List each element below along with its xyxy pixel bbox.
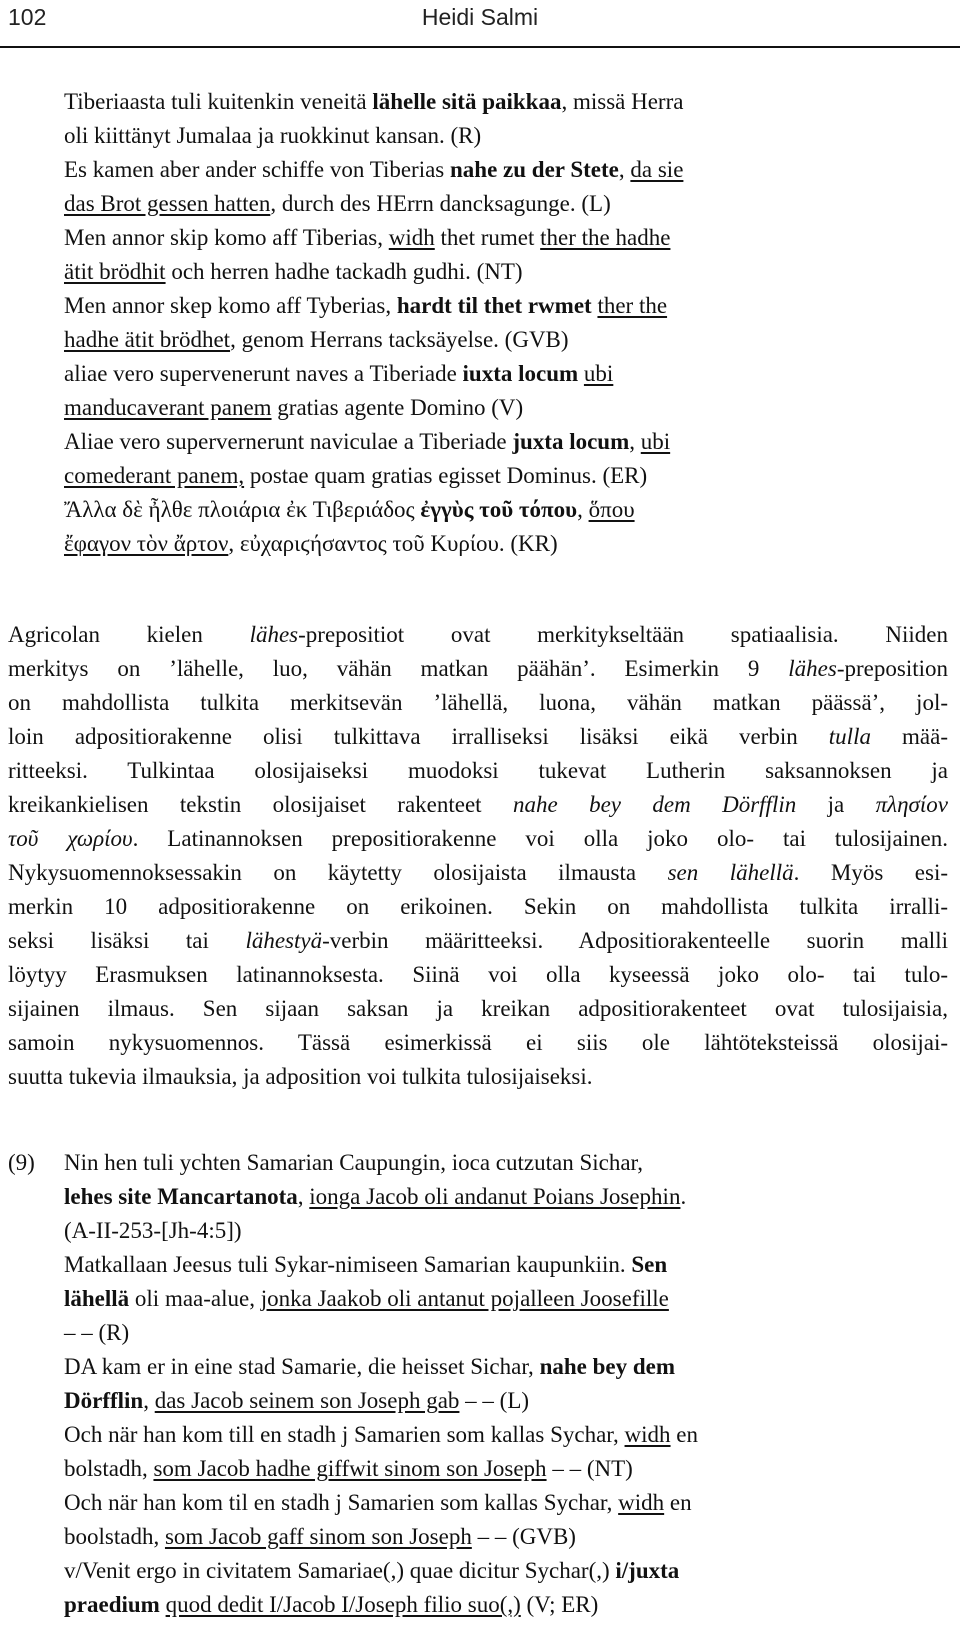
underlined-text: som Jacob gaff sinom son Joseph	[164, 1524, 472, 1549]
italic-text: τοῦ χωρίου	[8, 826, 133, 851]
text-line	[8, 958, 948, 992]
underlined-text: som Jacob hadhe giffwit sinom son Joseph	[153, 1456, 547, 1481]
text-line	[64, 1452, 948, 1486]
text-run: Men annor skip komo aff Tiberias,	[64, 225, 389, 250]
body-paragraph	[8, 618, 948, 1094]
text-line	[64, 153, 944, 187]
text-line	[64, 1554, 948, 1588]
text-line	[64, 323, 944, 357]
text-line	[64, 425, 944, 459]
text-run: ja	[796, 792, 876, 817]
text-run: , genom Herrans tacksäyelse. (GVB)	[230, 327, 569, 352]
text-line	[64, 1418, 948, 1452]
text-run: ,	[143, 1388, 155, 1413]
underlined-text: comederant panem,	[64, 463, 245, 488]
text-run: sijainen ilmaus. Sen sijaan saksan ja kreikan adpositiorakenteet ovat tulosijaisia,	[8, 996, 948, 1021]
text-run: – – (L)	[459, 1388, 530, 1413]
text-line	[64, 1146, 948, 1180]
text-line	[64, 1248, 948, 1282]
text-run: Nin hen tuli ychten Samarian Caupungin, ioca cutzutan Sichar,	[64, 1150, 644, 1175]
text-run: – – (R)	[64, 1320, 130, 1345]
text-line	[64, 1588, 948, 1622]
page-header	[0, 0, 960, 50]
text-run: . Latinannoksen prepositiorakenne voi olla joko olo- tai tulosijainen.	[132, 826, 948, 851]
text-line	[64, 221, 944, 255]
bold-text: lähellä	[64, 1286, 130, 1311]
bold-text: nahe zu der Stete	[450, 157, 619, 182]
bold-text: juxta locum	[512, 429, 630, 454]
bold-text: nahe bey dem	[539, 1354, 676, 1379]
text-run: bolstadh,	[64, 1456, 154, 1481]
text-line	[64, 187, 944, 221]
underlined-text: jonka Jaakob oli antanut pojalleen Joosefille	[260, 1286, 669, 1311]
text-line	[8, 890, 948, 924]
text-run: ,	[618, 157, 631, 182]
text-run: en	[664, 1490, 692, 1515]
bold-text: ἐγγὺς τοῦ τόπου	[420, 497, 578, 522]
text-run: Es kamen aber ander schiffe von Tiberias	[64, 157, 451, 182]
underlined-text: ὅπου	[588, 497, 635, 522]
text-line	[64, 1520, 948, 1554]
text-line	[8, 652, 948, 686]
text-run: samoin nykysuomennos. Tässä esimerkissä ei siis ole lähtöteksteissä olosijai-	[8, 1030, 948, 1055]
underlined-text: ἔφαγον τὸν ἄρτον	[64, 531, 229, 556]
text-line	[8, 1060, 948, 1094]
text-run: (A-II-253-[Jh-4:5])	[64, 1218, 242, 1243]
text-line	[64, 1180, 948, 1214]
text-run: , missä Herra	[561, 89, 684, 114]
text-run: aliae vero supervenerunt naves a Tiberiade	[64, 361, 463, 386]
text-line	[64, 1486, 948, 1520]
text-line	[64, 1282, 948, 1316]
text-run: Nykysuomennoksessakin on käytetty olosijaista ilmausta	[8, 860, 668, 885]
header-rule	[0, 46, 960, 48]
text-run: ritteeksi. Tulkintaa olosijaiseksi muodoksi tukevat Lutherin saksannoksen ja	[8, 758, 948, 783]
text-run: Aliae vero supervernerunt naviculae a Tiberiade	[64, 429, 513, 454]
text-line	[8, 720, 948, 754]
text-run: (V; ER)	[520, 1592, 599, 1617]
text-run: Och när han kom til en stadh j Samarien som kallas Sychar,	[64, 1490, 619, 1515]
text-line	[64, 459, 944, 493]
text-run: Och när han kom till en stadh j Samarien som kallas Sychar,	[64, 1422, 625, 1447]
text-run: v/Venit ergo in civitatem Samariae(,) quae dicitur Sychar(,)	[64, 1558, 616, 1583]
text-run: .	[680, 1184, 687, 1209]
text-run: löytyy Erasmuksen latinannoksesta. Siinä voi olla kyseessä joko olo- tai tulo-	[8, 962, 948, 987]
underlined-text: das Jacob seinem son Joseph gab	[154, 1388, 460, 1413]
underlined-text: manducaverant panem	[64, 395, 272, 420]
text-run: Matkallaan Jeesus tuli Sykar-nimiseen Samarian kaupunkiin.	[64, 1252, 632, 1277]
text-line	[64, 1214, 948, 1248]
bold-text: hardt til thet rwmet	[396, 293, 592, 318]
underlined-text: ubi	[640, 429, 671, 454]
text-run: mää-	[870, 724, 948, 749]
text-run: – – (NT)	[546, 1456, 633, 1481]
text-run: on mahdollista tulkita merkitsevän ’lähellä, luona, vähän matkan päässä’, jol-	[8, 690, 948, 715]
bold-text: Sen	[631, 1252, 668, 1277]
text-line	[64, 119, 944, 153]
text-run: DA kam er in eine stad Samarie, die heisset Sichar,	[64, 1354, 540, 1379]
page-number: 102	[8, 4, 47, 30]
text-run: ,	[297, 1184, 310, 1209]
text-run: suutta tukevia ilmauksia, ja adposition voi tulkita tulosijaiseksi.	[8, 1064, 593, 1089]
underlined-text: ther the	[597, 293, 668, 318]
text-line	[64, 85, 944, 119]
text-line	[8, 754, 948, 788]
italic-text: lähestyä	[245, 928, 323, 953]
text-line	[8, 618, 948, 652]
underlined-text: quod dedit I/Jacob I/Joseph filio suo(,)	[165, 1592, 521, 1617]
text-run: -prepositiot ovat merkitykseltään spatiaalisia. Niiden	[298, 622, 948, 647]
text-run: Ἄλλα δὲ ἦλθε πλοιάρια ἐκ Τιβεριάδος	[64, 497, 421, 522]
text-run: kreikankielisen tekstin olosijaiset rakenteet	[8, 792, 513, 817]
underlined-text: widh	[624, 1422, 671, 1447]
text-run: – – (GVB)	[471, 1524, 576, 1549]
text-run: , εὐχαριϛήσαντος τοῦ Κυρίου. (KR)	[228, 531, 558, 556]
text-line	[64, 255, 944, 289]
text-run: oli kiittänyt Jumalaa ja ruokkinut kansan. (R)	[64, 123, 482, 148]
text-run: thet rumet	[434, 225, 541, 250]
text-run: Agricolan kielen	[8, 622, 250, 647]
text-line	[8, 856, 948, 890]
italic-text: nahe bey dem Dörfflin	[512, 792, 797, 817]
text-line	[64, 1316, 948, 1350]
text-run: loin adpositiorakenne olisi tulkittava irralliseksi lisäksi eikä verbin	[8, 724, 829, 749]
text-run: seksi lisäksi tai	[8, 928, 246, 953]
italic-text: sen lähellä	[667, 860, 794, 885]
text-run: boolstadh,	[64, 1524, 165, 1549]
text-run: Tiberiaasta tuli kuitenkin veneitä	[64, 89, 373, 114]
running-head-author: Heidi Salmi	[421, 4, 539, 30]
quoted-example-block	[64, 85, 944, 561]
text-run: merkin 10 adpositiorakenne on erikoinen. Sekin on mahdollista tulkita irralli-	[8, 894, 948, 919]
italic-text: lähes	[249, 622, 299, 647]
text-run: merkitys on ’lähelle, luo, vähän matkan päähän’. Esimerkin 9	[8, 656, 789, 681]
italic-text: πλησίον	[875, 792, 948, 817]
text-line	[64, 289, 944, 323]
text-line	[8, 992, 948, 1026]
text-line	[64, 527, 944, 561]
text-run: Men annor skep komo aff Tyberias,	[64, 293, 397, 318]
bold-text: lähelle sitä paikkaa	[372, 89, 562, 114]
text-run: . Myös esi-	[793, 860, 948, 885]
italic-text: lähes	[788, 656, 837, 681]
example-number: (9)	[8, 1150, 35, 1175]
text-run: oli maa-alue,	[129, 1286, 261, 1311]
underlined-text: ther the hadhe	[540, 225, 671, 250]
text-line	[64, 357, 944, 391]
text-run: , durch des HErrn dancksagunge. (L)	[270, 191, 611, 216]
text-line	[8, 788, 948, 822]
bold-text: i/juxta	[615, 1558, 680, 1583]
text-run: en	[670, 1422, 699, 1447]
text-run: och herren hadhe tackadh gudhi. (NT)	[165, 259, 523, 284]
underlined-text: ätit brödhit	[64, 259, 166, 284]
underlined-text: ionga Jacob oli andanut Poians Josephin	[309, 1184, 681, 1209]
underlined-text: widh	[388, 225, 435, 250]
text-line	[8, 924, 948, 958]
underlined-text: hadhe ätit brödhet	[64, 327, 231, 352]
text-line	[8, 686, 948, 720]
text-line	[64, 391, 944, 425]
underlined-text: ubi	[583, 361, 614, 386]
text-line	[64, 1350, 948, 1384]
text-line	[8, 1026, 948, 1060]
text-run: -verbin määritteeksi. Adpositiorakenteelle suorin malli	[322, 928, 948, 953]
text-run: postae quam gratias egisset Dominus. (ER)	[244, 463, 648, 488]
text-run: -preposition	[836, 656, 948, 681]
text-run: gratias agente Domino (V)	[271, 395, 524, 420]
bold-text: praedium	[64, 1592, 160, 1617]
bold-text: iuxta locum	[462, 361, 579, 386]
underlined-text: das Brot gessen hatten	[64, 191, 271, 216]
text-line	[64, 493, 944, 527]
text-run: ,	[577, 497, 589, 522]
bold-text: lehes site Mancartanota	[64, 1184, 298, 1209]
text-line	[8, 822, 948, 856]
underlined-text: da sie	[630, 157, 684, 182]
italic-text: tulla	[828, 724, 871, 749]
text-line	[64, 1384, 948, 1418]
underlined-text: widh	[618, 1490, 665, 1515]
example-9-block	[64, 1146, 948, 1622]
bold-text: Dörfflin	[64, 1388, 144, 1413]
text-run: ,	[629, 429, 641, 454]
